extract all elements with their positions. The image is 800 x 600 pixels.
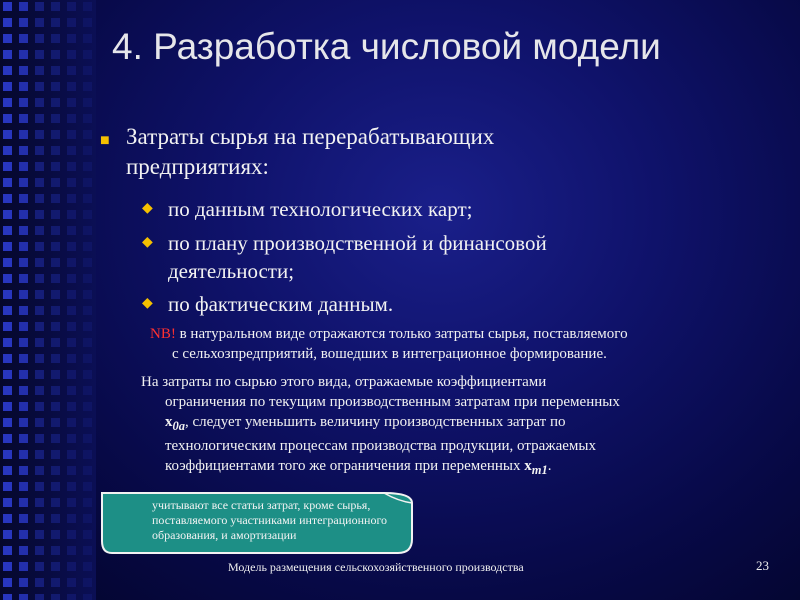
nb-line2: с сельхозпредприятий, вошедших в интеграционное формирование.: [172, 346, 607, 362]
decor-square: [35, 50, 44, 59]
decor-square: [35, 82, 44, 91]
decor-square: [35, 242, 44, 251]
decor-square: [19, 194, 28, 203]
decor-square: [51, 82, 60, 91]
decor-square: [51, 242, 60, 251]
decor-square: [3, 50, 12, 59]
decor-square: [3, 338, 12, 347]
decor-square: [67, 546, 76, 555]
decor-square: [67, 290, 76, 299]
decor-square: [51, 482, 60, 491]
decor-square: [35, 178, 44, 187]
decor-square: [19, 514, 28, 523]
decor-square: [35, 562, 44, 571]
decor-square: [51, 98, 60, 107]
decor-square: [67, 98, 76, 107]
decor-square: [51, 50, 60, 59]
decor-square: [3, 210, 12, 219]
decor-square: [51, 402, 60, 411]
decor-square: [83, 530, 92, 539]
decor-square: [3, 370, 12, 379]
sub-bullet-3: [142, 290, 768, 318]
decor-square: [3, 482, 12, 491]
decor-square: [83, 258, 92, 267]
decor-square: [51, 530, 60, 539]
decor-square: [19, 274, 28, 283]
decor-square: [3, 386, 12, 395]
decor-square: [67, 594, 76, 600]
decor-square: [3, 114, 12, 123]
decor-square: [19, 66, 28, 75]
nb-note: [150, 324, 800, 364]
decor-square: [35, 66, 44, 75]
decor-square: [19, 162, 28, 171]
decor-square: [35, 338, 44, 347]
decor-square: [67, 530, 76, 539]
decor-square: [19, 210, 28, 219]
decor-square: [67, 226, 76, 235]
decor-square: [51, 578, 60, 587]
decor-square: [51, 594, 60, 600]
decor-square: [51, 466, 60, 475]
decor-square: [3, 402, 12, 411]
decor-square: [35, 434, 44, 443]
decor-square: [67, 130, 76, 139]
decor-square: [3, 434, 12, 443]
decor-square: [51, 434, 60, 443]
decor-square: [19, 434, 28, 443]
decor-square: [83, 354, 92, 363]
decor-square: [67, 18, 76, 27]
decor-square: [83, 466, 92, 475]
decor-square: [3, 562, 12, 571]
decor-square: [83, 226, 92, 235]
decor-square: [35, 450, 44, 459]
explanation-paragraph: [141, 372, 800, 480]
decor-square: [19, 402, 28, 411]
decor-square: [3, 226, 12, 235]
main-bullet: [100, 122, 766, 182]
decor-square: [67, 306, 76, 315]
decor-square: [83, 498, 92, 507]
decor-square: [83, 178, 92, 187]
decor-square: [3, 146, 12, 155]
decor-square: [3, 594, 12, 600]
decor-square: [51, 322, 60, 331]
decor-square: [35, 274, 44, 283]
decor-square: [83, 242, 92, 251]
page-number: 23: [756, 558, 769, 573]
decor-square: [35, 162, 44, 171]
decor-square: [51, 274, 60, 283]
decor-square: [19, 178, 28, 187]
decor-square: [51, 370, 60, 379]
para-line1: На затраты по сырью этого вида, отражаемые коэффициентами: [141, 374, 547, 390]
decor-square: [35, 370, 44, 379]
decor-square: [19, 258, 28, 267]
main-bullet-line2: предприятиях:: [126, 154, 269, 179]
decor-square: [83, 562, 92, 571]
decor-square: [67, 34, 76, 43]
decor-square: [67, 2, 76, 11]
decor-square: [35, 226, 44, 235]
decor-square: [83, 386, 92, 395]
decor-square: [67, 114, 76, 123]
decor-square: [67, 82, 76, 91]
decor-square: [35, 18, 44, 27]
decor-square: [19, 418, 28, 427]
nb-line1: в натуральном виде отражаются только затраты сырья, поставляемого: [175, 326, 628, 342]
decor-square: [3, 450, 12, 459]
decor-square: [3, 242, 12, 251]
diamond-bullet-icon: ◆: [142, 201, 153, 216]
decor-square: [83, 146, 92, 155]
decor-square: [35, 386, 44, 395]
decor-square: [67, 354, 76, 363]
decor-square: [67, 450, 76, 459]
decor-square: [19, 2, 28, 11]
var-x0a: [165, 414, 185, 433]
var-xm1-base: x: [524, 458, 532, 474]
decor-square: [3, 178, 12, 187]
decor-square: [51, 514, 60, 523]
decor-square: [19, 242, 28, 251]
para-line2: ограничения по текущим производственным затратам при переменных: [165, 394, 620, 410]
decor-square: [51, 162, 60, 171]
decor-square: [51, 386, 60, 395]
decor-square: [83, 34, 92, 43]
decor-square: [83, 98, 92, 107]
decor-square: [19, 290, 28, 299]
decor-square: [83, 306, 92, 315]
decor-square: [83, 594, 92, 600]
decor-square: [51, 194, 60, 203]
decor-square: [51, 498, 60, 507]
decor-square: [83, 322, 92, 331]
decor-square: [67, 562, 76, 571]
decor-square: [3, 546, 12, 555]
decor-square: [83, 274, 92, 283]
decor-square: [83, 578, 92, 587]
sub-bullet-text-cont: деятельности;: [168, 259, 295, 283]
callout-text: учитывают все статьи затрат, кроме сырья, поставляемого участниками интеграционного образования, и амортизации: [152, 498, 388, 542]
decor-square: [35, 130, 44, 139]
decor-square: [67, 210, 76, 219]
decor-square: [67, 242, 76, 251]
nb-label: NB!: [150, 326, 176, 342]
decor-square: [35, 594, 44, 600]
decor-square: [67, 338, 76, 347]
decor-square: [19, 18, 28, 27]
decor-square: [3, 18, 12, 27]
decor-square: [83, 66, 92, 75]
decor-square: [19, 562, 28, 571]
para-end: .: [547, 458, 552, 474]
decor-square: [19, 98, 28, 107]
decor-square: [83, 2, 92, 11]
decor-square: [83, 82, 92, 91]
decor-square: [35, 498, 44, 507]
decor-square: [51, 450, 60, 459]
decor-square: [19, 482, 28, 491]
decor-square: [51, 18, 60, 27]
decor-square: [67, 178, 76, 187]
decor-square: [83, 402, 92, 411]
decor-square: [19, 34, 28, 43]
slide-footer: Модель размещения сельскохозяйственного производства: [228, 560, 524, 574]
decor-square: [35, 210, 44, 219]
decor-square: [3, 274, 12, 283]
decor-square: [3, 578, 12, 587]
decor-square: [67, 578, 76, 587]
decor-square: [19, 466, 28, 475]
decor-square: [3, 306, 12, 315]
decor-square: [3, 498, 12, 507]
decor-square: [19, 130, 28, 139]
decor-square: [51, 258, 60, 267]
decor-square: [3, 322, 12, 331]
decor-square: [3, 466, 12, 475]
decor-square: [35, 258, 44, 267]
decor-square: [83, 418, 92, 427]
decor-square: [3, 530, 12, 539]
decor-square: [67, 466, 76, 475]
decor-square: [3, 162, 12, 171]
decor-square: [67, 258, 76, 267]
decor-square: [83, 50, 92, 59]
decor-square: [19, 354, 28, 363]
decor-square: [51, 354, 60, 363]
decor-square: [67, 322, 76, 331]
decor-square: [83, 194, 92, 203]
decor-square: [83, 434, 92, 443]
decor-square: [3, 34, 12, 43]
decor-square: [67, 162, 76, 171]
decor-square: [83, 130, 92, 139]
decor-square: [3, 130, 12, 139]
decor-square: [83, 514, 92, 523]
decor-square: [83, 114, 92, 123]
decor-square: [67, 194, 76, 203]
decor-square: [35, 482, 44, 491]
decor-square-pattern: [0, 0, 96, 600]
decor-square: [67, 402, 76, 411]
decor-square: [35, 466, 44, 475]
square-bullet-icon: ■: [100, 132, 110, 149]
decor-square: [35, 402, 44, 411]
decor-square: [51, 226, 60, 235]
decor-square: [51, 546, 60, 555]
decor-square: [51, 306, 60, 315]
var-x0a-sub: 0a: [172, 419, 185, 433]
var-xm1: [524, 458, 548, 477]
para-line5: коэффициентами того же ограничения при переменных: [165, 458, 521, 474]
decor-square: [51, 210, 60, 219]
sub-bullet-2: [142, 229, 768, 285]
decor-square: [67, 482, 76, 491]
decor-square: [67, 274, 76, 283]
var-x0a-base: x: [165, 414, 173, 430]
decor-square: [83, 338, 92, 347]
sub-bullet-text: по данным технологических карт;: [168, 197, 473, 221]
decor-square: [83, 482, 92, 491]
decor-square: [19, 498, 28, 507]
decor-square: [19, 50, 28, 59]
decor-square: [51, 2, 60, 11]
decor-square: [19, 114, 28, 123]
decor-square: [3, 66, 12, 75]
decor-square: [19, 386, 28, 395]
decor-square: [51, 338, 60, 347]
decor-square: [83, 18, 92, 27]
para-line4: технологическим процессам производства продукции, отражаемых: [165, 438, 596, 454]
decor-square: [3, 2, 12, 11]
decor-square: [19, 594, 28, 600]
decor-square: [83, 546, 92, 555]
decor-square: [83, 210, 92, 219]
decor-square: [3, 98, 12, 107]
sub-bullet-text: по фактическим данным.: [168, 292, 394, 316]
decor-square: [19, 546, 28, 555]
decor-square: [19, 450, 28, 459]
decor-square: [19, 82, 28, 91]
decor-square: [19, 226, 28, 235]
decor-square: [51, 562, 60, 571]
decor-square: [51, 290, 60, 299]
decor-square: [51, 178, 60, 187]
decor-square: [19, 146, 28, 155]
sub-bullet-1: [142, 195, 768, 223]
decor-square: [67, 418, 76, 427]
decor-square: [51, 418, 60, 427]
decor-square: [3, 514, 12, 523]
decor-square: [35, 546, 44, 555]
main-bullet-line1: Затраты сырья на перерабатывающих: [126, 124, 495, 149]
para-line3: , следует уменьшить величину производственных затрат по: [185, 414, 566, 430]
sub-bullet-text: по плану производственной и финансовой: [168, 231, 547, 255]
decor-square: [35, 322, 44, 331]
decor-square: [35, 98, 44, 107]
decor-square: [3, 194, 12, 203]
decor-square: [35, 514, 44, 523]
decor-square: [35, 418, 44, 427]
slide-title: 4. Разработка числовой модели: [112, 26, 661, 67]
diamond-bullet-icon: ◆: [142, 235, 153, 250]
diamond-bullet-icon: ◆: [142, 296, 153, 311]
decor-square: [3, 354, 12, 363]
decor-square: [51, 146, 60, 155]
decor-square: [35, 578, 44, 587]
decor-square: [19, 578, 28, 587]
decor-square: [83, 450, 92, 459]
decor-square: [3, 258, 12, 267]
decor-square: [67, 146, 76, 155]
decor-square: [35, 354, 44, 363]
decor-square: [3, 418, 12, 427]
decor-square: [67, 434, 76, 443]
decor-square: [35, 290, 44, 299]
decor-square: [51, 130, 60, 139]
decor-square: [67, 66, 76, 75]
decor-square: [35, 194, 44, 203]
decor-square: [19, 338, 28, 347]
decor-square: [83, 370, 92, 379]
decor-square: [67, 50, 76, 59]
decor-square: [51, 34, 60, 43]
decor-square: [19, 370, 28, 379]
decor-square: [51, 66, 60, 75]
decor-square: [67, 514, 76, 523]
decor-square: [35, 2, 44, 11]
decor-square: [51, 114, 60, 123]
decor-square: [3, 290, 12, 299]
decor-square: [35, 146, 44, 155]
decor-square: [35, 306, 44, 315]
decor-square: [67, 370, 76, 379]
decor-square: [19, 322, 28, 331]
var-xm1-sub: m1: [531, 463, 548, 477]
decor-square: [35, 34, 44, 43]
decor-square: [67, 386, 76, 395]
decor-square: [35, 530, 44, 539]
decor-square: [67, 498, 76, 507]
decor-square: [35, 114, 44, 123]
decor-square: [83, 162, 92, 171]
decor-square: [19, 530, 28, 539]
decor-square: [3, 82, 12, 91]
decor-square: [83, 290, 92, 299]
decor-square: [19, 306, 28, 315]
